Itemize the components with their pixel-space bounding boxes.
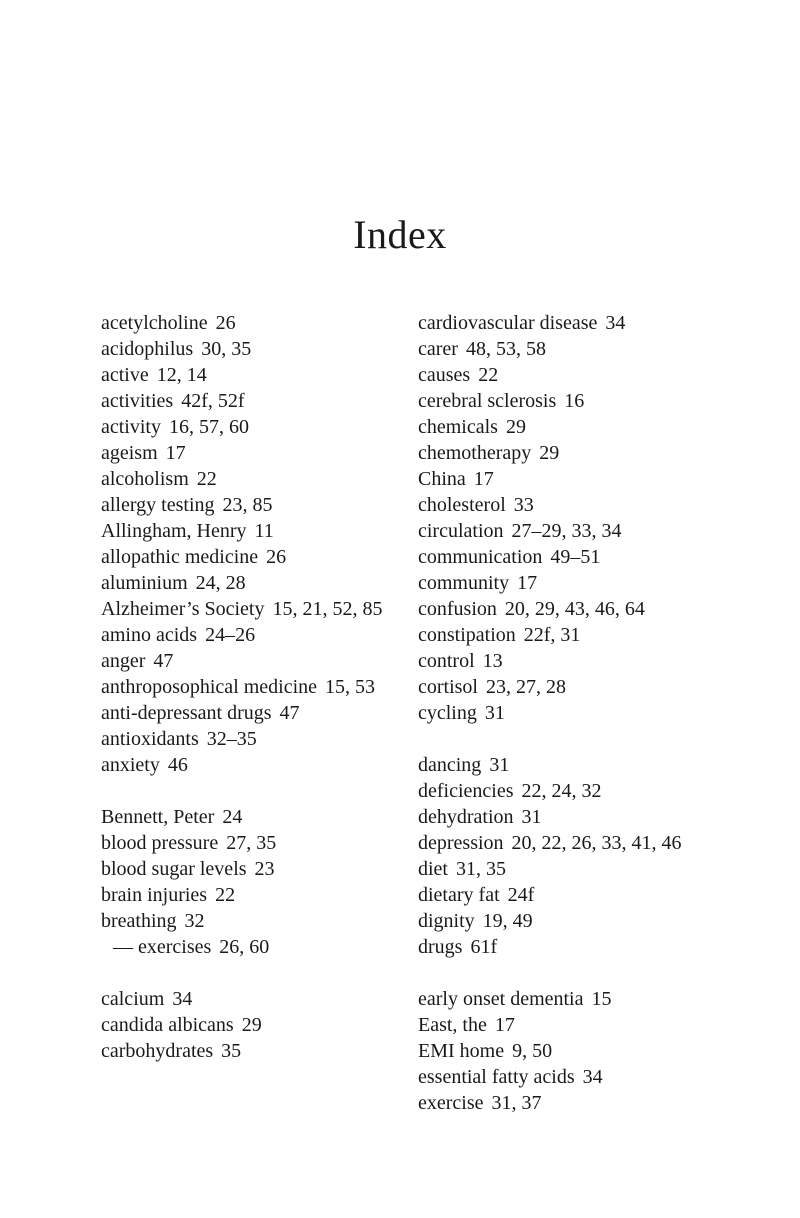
- index-entry: [101, 622, 401, 648]
- index-column-left: [101, 310, 401, 1090]
- index-page-numbers: 23, 85: [222, 494, 273, 516]
- index-entry: [418, 830, 718, 856]
- index-entry: [418, 466, 718, 492]
- index-page-numbers: 31, 37: [491, 1092, 542, 1114]
- index-page-numbers: 17: [494, 1014, 515, 1036]
- index-page-numbers: 9, 50: [512, 1040, 553, 1062]
- index-term: carbohydrates: [101, 1040, 214, 1062]
- index-term: allopathic medicine: [101, 546, 259, 568]
- index-term: cycling: [418, 702, 477, 724]
- index-term: anger: [101, 650, 146, 672]
- index-page-numbers: 48, 53, 58: [465, 338, 546, 360]
- index-entry: [418, 414, 718, 440]
- index-entry: [418, 518, 718, 544]
- index-term: anxiety: [101, 754, 160, 776]
- index-term: chemicals: [418, 416, 498, 438]
- index-letter-group: [101, 986, 401, 1064]
- index-letter-group: [418, 310, 718, 726]
- index-term: anthroposophical medicine: [101, 676, 318, 698]
- index-entry: [101, 1038, 401, 1064]
- index-page-numbers: 15, 21, 52, 85: [272, 598, 383, 620]
- index-entry: [101, 856, 401, 882]
- index-entry: [418, 492, 718, 518]
- index-page-numbers: 16, 57, 60: [168, 416, 249, 438]
- index-term: Alzheimer’s Society: [101, 598, 265, 620]
- index-term: causes: [418, 364, 471, 386]
- index-entry: [101, 310, 401, 336]
- index-entry: [418, 310, 718, 336]
- index-page-numbers: 17: [473, 468, 494, 490]
- index-page-numbers: 22f, 31: [523, 624, 581, 646]
- index-entry: [101, 544, 401, 570]
- index-entry: [418, 700, 718, 726]
- index-term: carer: [418, 338, 458, 360]
- index-page-numbers: 23: [254, 858, 275, 880]
- index-term: acetylcholine: [101, 312, 208, 334]
- index-entry: [418, 778, 718, 804]
- index-term: East, the: [418, 1014, 487, 1036]
- index-page-numbers: 24: [222, 806, 243, 828]
- index-term: brain injuries: [101, 884, 208, 906]
- index-entry: [101, 986, 401, 1012]
- index-entry: [101, 336, 401, 362]
- index-term: activities: [101, 390, 174, 412]
- index-entry: [101, 882, 401, 908]
- index-entry: [101, 362, 401, 388]
- index-entry: [418, 1090, 718, 1116]
- index-page-numbers: 33: [513, 494, 534, 516]
- index-term: candida albicans: [101, 1014, 234, 1036]
- index-letter-group: [418, 986, 718, 1116]
- index-term: ageism: [101, 442, 158, 464]
- index-entry: [101, 414, 401, 440]
- index-term: cardiovascular disease: [418, 312, 598, 334]
- index-page-numbers: 34: [172, 988, 193, 1010]
- index-page-numbers: 26: [266, 546, 287, 568]
- index-page-numbers: 24–26: [205, 624, 256, 646]
- index-page-numbers: 24, 28: [195, 572, 246, 594]
- index-entry: [101, 492, 401, 518]
- index-page-numbers: 32–35: [206, 728, 257, 750]
- index-term: calcium: [101, 988, 165, 1010]
- index-term: deficiencies: [418, 780, 514, 802]
- index-term: active: [101, 364, 149, 386]
- index-page-numbers: 22: [196, 468, 217, 490]
- index-entry: [418, 1064, 718, 1090]
- index-page-numbers: 27–29, 33, 34: [511, 520, 622, 542]
- index-page-numbers: 22: [215, 884, 236, 906]
- index-entry: [418, 544, 718, 570]
- index-term: blood sugar levels: [101, 858, 247, 880]
- index-entry: [418, 1012, 718, 1038]
- index-term: cortisol: [418, 676, 478, 698]
- index-page-numbers: 20, 22, 26, 33, 41, 46: [511, 832, 682, 854]
- index-entry: [101, 830, 401, 856]
- index-entry: [418, 622, 718, 648]
- index-page-numbers: 16: [564, 390, 585, 412]
- index-term: breathing: [101, 910, 177, 932]
- index-page-numbers: 26, 60: [219, 936, 270, 958]
- index-page-numbers: 46: [167, 754, 188, 776]
- index-page-numbers: 31: [484, 702, 505, 724]
- index-letter-group: [101, 804, 401, 960]
- index-entry: [418, 388, 718, 414]
- index-entry: [101, 570, 401, 596]
- index-entry: [101, 804, 401, 830]
- index-term: cholesterol: [418, 494, 506, 516]
- index-page-numbers: 22, 24, 32: [521, 780, 602, 802]
- index-page-numbers: 31: [521, 806, 542, 828]
- index-entry: [418, 674, 718, 700]
- index-term: acidophilus: [101, 338, 194, 360]
- index-term: Bennett, Peter: [101, 806, 215, 828]
- index-entry: [101, 908, 401, 934]
- index-subentry: [101, 934, 401, 960]
- index-page-numbers: 20, 29, 43, 46, 64: [504, 598, 645, 620]
- index-term: allergy testing: [101, 494, 215, 516]
- index-term: blood pressure: [101, 832, 219, 854]
- index-term: community: [418, 572, 510, 594]
- page-title: Index: [353, 211, 447, 257]
- index-term: antioxidants: [101, 728, 199, 750]
- index-term: chemotherapy: [418, 442, 532, 464]
- index-page-numbers: 30, 35: [201, 338, 252, 360]
- index-page-numbers: 47: [279, 702, 300, 724]
- index-term: Allingham, Henry: [101, 520, 247, 542]
- index-term: dancing: [418, 754, 482, 776]
- index-term: China: [418, 468, 466, 490]
- index-term: diet: [418, 858, 448, 880]
- index-page-numbers: 49–51: [550, 546, 601, 568]
- index-entry: [418, 362, 718, 388]
- index-page-numbers: 17: [165, 442, 186, 464]
- index-page-numbers: 19, 49: [482, 910, 533, 932]
- index-entry: [418, 934, 718, 960]
- index-entry: [101, 700, 401, 726]
- index-page-numbers: 42f, 52f: [181, 390, 245, 412]
- index-page-numbers: 22: [478, 364, 499, 386]
- index-term: EMI home: [418, 1040, 505, 1062]
- index-page-numbers: 17: [517, 572, 538, 594]
- index-term: constipation: [418, 624, 516, 646]
- index-entry: [101, 648, 401, 674]
- index-entry: [101, 726, 401, 752]
- index-entry: [418, 856, 718, 882]
- index-term: dignity: [418, 910, 475, 932]
- index-term: activity: [101, 416, 161, 438]
- index-column-right: [418, 310, 718, 1142]
- index-entry: [418, 596, 718, 622]
- index-page-numbers: 34: [582, 1066, 603, 1088]
- index-page-numbers: 34: [605, 312, 626, 334]
- index-entry: [101, 596, 401, 622]
- index-entry: [418, 440, 718, 466]
- index-term: early onset dementia: [418, 988, 584, 1010]
- index-entry: [418, 1038, 718, 1064]
- index-entry: [101, 518, 401, 544]
- index-term: dehydration: [418, 806, 514, 828]
- index-term: aluminium: [101, 572, 188, 594]
- index-term: anti-depressant drugs: [101, 702, 272, 724]
- index-entry: [418, 336, 718, 362]
- index-entry: [418, 908, 718, 934]
- index-term: confusion: [418, 598, 497, 620]
- index-term: drugs: [418, 936, 463, 958]
- index-page-numbers: 26: [215, 312, 236, 334]
- index-page-numbers: 15, 53: [325, 676, 376, 698]
- index-term: dietary fat: [418, 884, 500, 906]
- index-term: depression: [418, 832, 504, 854]
- index-page-numbers: 35: [221, 1040, 242, 1062]
- index-entry: [418, 804, 718, 830]
- index-page-numbers: 31: [489, 754, 510, 776]
- index-term: control: [418, 650, 475, 672]
- index-term: amino acids: [101, 624, 198, 646]
- index-entry: [101, 1012, 401, 1038]
- index-page-numbers: 13: [482, 650, 503, 672]
- index-page-numbers: 12, 14: [156, 364, 207, 386]
- index-page-numbers: 24f: [507, 884, 535, 906]
- index-term: essential fatty acids: [418, 1066, 575, 1088]
- index-page-numbers: 27, 35: [226, 832, 277, 854]
- index-page-numbers: 23, 27, 28: [486, 676, 566, 698]
- index-entry: [418, 752, 718, 778]
- index-term: — exercises: [113, 936, 212, 958]
- index-page-numbers: 61f: [470, 936, 498, 958]
- index-page-numbers: 29: [539, 442, 560, 464]
- index-entry: [418, 882, 718, 908]
- index-letter-group: [418, 752, 718, 960]
- index-entry: [101, 388, 401, 414]
- index-page-numbers: 29: [241, 1014, 262, 1036]
- index-term: alcoholism: [101, 468, 189, 490]
- index-entry: [101, 440, 401, 466]
- index-entry: [418, 986, 718, 1012]
- index-term: circulation: [418, 520, 504, 542]
- index-letter-group: [101, 310, 401, 778]
- index-page-numbers: 47: [153, 650, 174, 672]
- index-entry: [101, 674, 401, 700]
- index-page-numbers: 15: [591, 988, 612, 1010]
- index-page-numbers: 29: [505, 416, 526, 438]
- index-entry: [101, 752, 401, 778]
- index-entry: [418, 648, 718, 674]
- index-page-numbers: 32: [184, 910, 205, 932]
- index-term: communication: [418, 546, 543, 568]
- index-page-numbers: 31, 35: [456, 858, 506, 880]
- index-entry: [418, 570, 718, 596]
- index-page-numbers: 11: [254, 520, 274, 542]
- index-entry: [101, 466, 401, 492]
- index-term: cerebral sclerosis: [418, 390, 557, 412]
- index-term: exercise: [418, 1092, 484, 1114]
